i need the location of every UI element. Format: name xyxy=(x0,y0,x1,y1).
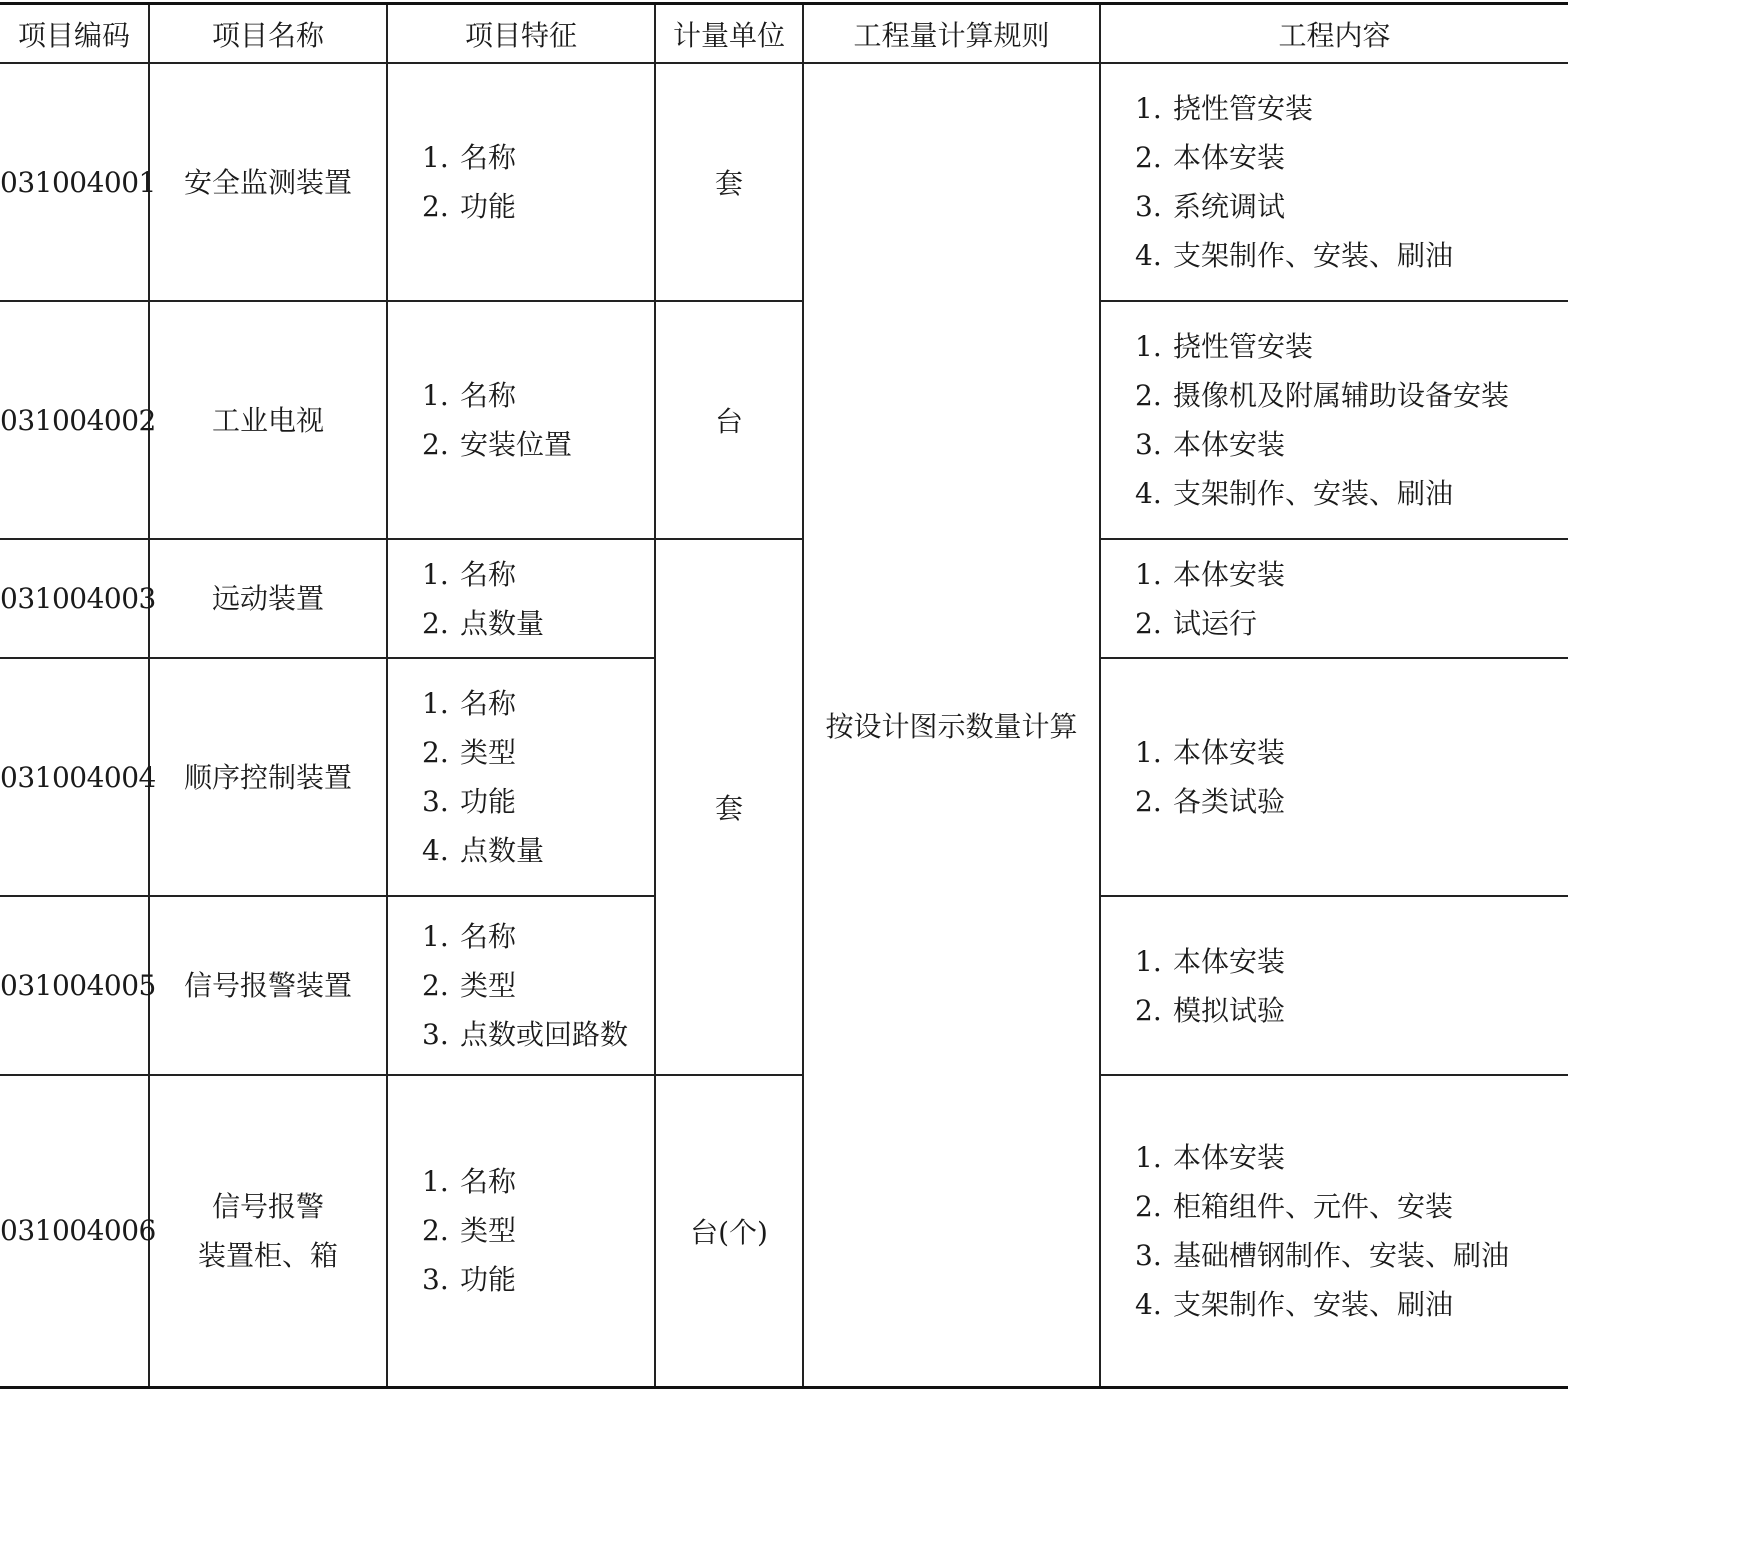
feature-line: 3. 功能 xyxy=(422,785,517,818)
work-line: 2. 模拟试验 xyxy=(1135,993,1286,1027)
feature-line: 1. 名称 xyxy=(422,687,517,720)
work-line: 3. 基础槽钢制作、安装、刷油 xyxy=(1135,1238,1510,1272)
table-row xyxy=(0,63,1568,301)
header-code: 项目编码 xyxy=(0,4,149,64)
item-name-line: 信号报警装置 xyxy=(183,969,352,1002)
work-line: 2. 各类试验 xyxy=(1135,785,1286,818)
unit-cell: 台(个) xyxy=(655,1075,803,1387)
item-work xyxy=(1100,658,1568,896)
table-row xyxy=(0,1075,1568,1387)
item-features xyxy=(387,896,655,1075)
work-line: 1. 挠性管安装 xyxy=(1135,330,1314,363)
item-name xyxy=(149,896,387,1075)
feature-line: 3. 点数或回路数 xyxy=(422,1018,629,1051)
item-work xyxy=(1100,1075,1568,1387)
item-features xyxy=(387,1075,655,1387)
item-code: 031004002 xyxy=(0,301,149,539)
item-code: 031004005 xyxy=(0,896,149,1075)
item-code: 031004003 xyxy=(0,539,149,658)
header-features: 项目特征 xyxy=(387,4,655,64)
item-code: 031004004 xyxy=(0,658,149,896)
item-name-line: 工业电视 xyxy=(211,403,324,437)
item-name-line: 安全监测装置 xyxy=(183,165,352,199)
item-name-line: 装置柜、箱 xyxy=(197,1238,338,1272)
item-name xyxy=(149,658,387,896)
feature-line: 2. 功能 xyxy=(422,190,517,223)
feature-line: 2. 类型 xyxy=(422,1214,517,1248)
item-code: 031004006 xyxy=(0,1075,149,1387)
item-features xyxy=(387,63,655,301)
work-line: 1. 挠性管安装 xyxy=(1135,92,1314,125)
work-line: 2. 柜箱组件、元件、安装 xyxy=(1135,1189,1454,1223)
item-code: 031004001 xyxy=(0,63,149,301)
item-work xyxy=(1100,63,1568,301)
item-name-line: 顺序控制装置 xyxy=(183,760,352,794)
feature-line: 2. 类型 xyxy=(422,969,517,1002)
feature-line: 1. 名称 xyxy=(422,379,517,412)
header-work: 工程内容 xyxy=(1100,4,1568,64)
header-name: 项目名称 xyxy=(149,4,387,64)
work-line: 1. 本体安装 xyxy=(1135,557,1286,591)
work-line: 1. 本体安装 xyxy=(1135,1140,1286,1174)
feature-line: 3. 功能 xyxy=(422,1263,517,1297)
item-name-line: 远动装置 xyxy=(211,582,324,615)
work-line: 4. 支架制作、安装、刷油 xyxy=(1135,239,1454,272)
table-row xyxy=(0,301,1568,539)
feature-line: 1. 名称 xyxy=(422,1165,517,1199)
unit-cell: 套 xyxy=(655,63,803,301)
item-name xyxy=(149,63,387,301)
work-line: 2. 摄像机及附属辅助设备安装 xyxy=(1135,379,1510,412)
work-line: 4. 支架制作、安装、刷油 xyxy=(1135,1287,1454,1321)
item-features xyxy=(387,301,655,539)
unit-cell: 套 xyxy=(655,539,803,1075)
item-name xyxy=(149,1075,387,1387)
item-work xyxy=(1100,301,1568,539)
feature-line: 1. 名称 xyxy=(422,920,517,953)
work-line: 3. 系统调试 xyxy=(1135,190,1286,223)
feature-line: 1. 名称 xyxy=(422,141,517,174)
item-features xyxy=(387,658,655,896)
spec-table xyxy=(0,2,1568,1389)
header-unit: 计量单位 xyxy=(655,4,803,64)
rule-cell: 按设计图示数量计算 xyxy=(803,63,1100,1387)
work-line: 4. 支架制作、安装、刷油 xyxy=(1135,477,1454,510)
header-row xyxy=(0,4,1568,64)
work-line: 1. 本体安装 xyxy=(1135,944,1286,978)
feature-line: 1. 名称 xyxy=(422,557,517,591)
feature-line: 2. 类型 xyxy=(422,736,517,769)
item-work xyxy=(1100,896,1568,1075)
feature-line: 4. 点数量 xyxy=(422,834,545,867)
work-line: 2. 试运行 xyxy=(1135,606,1258,640)
work-line: 3. 本体安装 xyxy=(1135,428,1286,461)
unit-cell: 台 xyxy=(655,301,803,539)
work-line: 2. 本体安装 xyxy=(1135,141,1286,174)
feature-line: 2. 点数量 xyxy=(422,606,545,640)
table-row xyxy=(0,539,1568,658)
item-name-line: 信号报警 xyxy=(211,1189,324,1223)
feature-line: 2. 安装位置 xyxy=(422,428,573,461)
item-name xyxy=(149,539,387,658)
header-rule: 工程量计算规则 xyxy=(803,4,1100,64)
item-features xyxy=(387,539,655,658)
item-name xyxy=(149,301,387,539)
work-line: 1. 本体安装 xyxy=(1135,736,1286,769)
item-work xyxy=(1100,539,1568,658)
